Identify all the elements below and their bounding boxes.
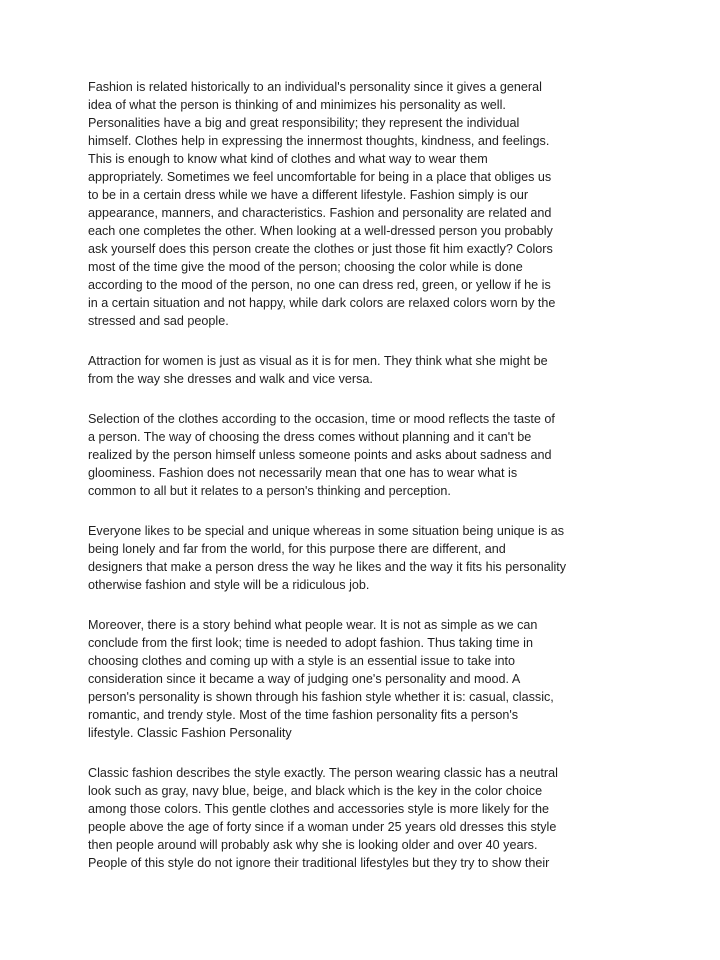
paragraph-1: Fashion is related historically to an individual's personality since it gives a general idea of what the person is thinking of and minimizes his personality as well. Personalities have a big and great responsibility; they represent the individual himself. Clothes help in expressing the innermost thoughts, kindness, and feelings. This is enough to know what kind of clothes and what way to wear them appropriately. Sometimes we feel uncomfortable for being in a place that obliges us to be in a certain dress while we have a different lifestyle. Fashion simply is our appearance, manners, and characteristics. Fashion and personality are related and each one completes the other. When looking at a well-dressed person you probably ask yourself does this person create the clothes or just those fit him exactly? Colors most of the time give the mood of the person; choosing the color while is done according to the mood of the person, no one can dress red, green, or yellow if he is in a certain situation and not happy, while dark colors are relaxed colors worn by the stressed and sad people. [88, 80, 556, 328]
document-body [88, 78, 636, 894]
paragraph-6: Classic fashion describes the style exactly. The person wearing classic has a neutral look such as gray, navy blue, beige, and black which is the key in the color choice among those colors. This gentle clothes and accessories style is more likely for the people above the age of forty since if a woman under 25 years old dresses this style then people around will probably ask why she is looking older and over 40 years. People of this style do not ignore their traditional lifestyles but they try to show their [88, 766, 558, 870]
paragraph-3: Selection of the clothes according to the occasion, time or mood reflects the taste of a person. The way of choosing the dress comes without planning and it can't be realized by the person himself unless someone points and asks about sadness and gloominess. Fashion does not necessarily mean that one has to wear what is common to all but it relates to a person's thinking and perception. [88, 412, 555, 498]
paragraph-5: Moreover, there is a story behind what people wear. It is not as simple as we can conclude from the first look; time is needed to adopt fashion. Thus taking time in choosing clothes and coming up with a style is an essential issue to take into consideration since it became a way of judging one's personality and mood. A person's personality is shown through his fashion style whether it is: casual, classic, romantic, and trendy style. Most of the time fashion personality fits a person's lifestyle. Classic Fashion Personality [88, 618, 554, 740]
paragraph-4: Everyone likes to be special and unique whereas in some situation being unique is as being lonely and far from the world, for this purpose there are different, and designers that make a person dress the way he likes and the way it fits his personality otherwise fashion and style will be a ridiculous job. [88, 524, 567, 592]
paragraph-2: Attraction for women is just as visual as it is for men. They think what she might be from the way she dresses and walk and vice versa. [88, 354, 548, 386]
